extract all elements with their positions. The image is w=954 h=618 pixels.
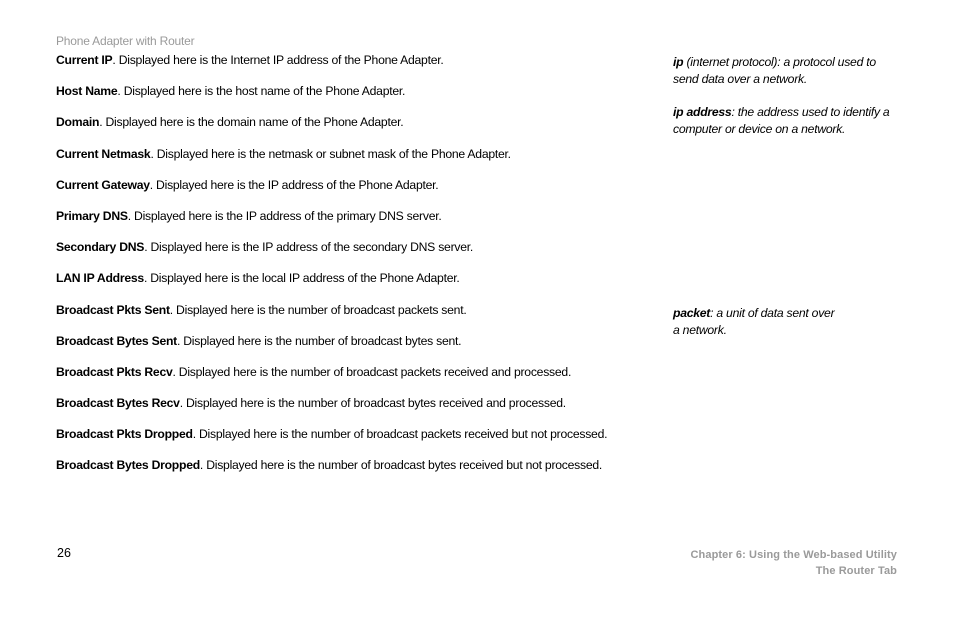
- glossary-packet: [673, 305, 913, 339]
- entry-term: Broadcast Pkts Dropped: [56, 427, 193, 442]
- glossary-definition: send data over a network.: [673, 72, 807, 86]
- entry-text: . Displayed here is the number of broadcast packets sent.: [169, 302, 467, 317]
- entry-text: . Displayed here is the local IP address of the Phone Adapter.: [143, 271, 460, 286]
- entry-term: Current Netmask: [56, 146, 151, 161]
- entry-primary-dns: [56, 208, 656, 239]
- footer-chapter-info: [690, 547, 897, 579]
- entry-host-name: [56, 83, 656, 114]
- entry-broadcast-bytes-recv: [56, 395, 656, 426]
- glossary-term: packet: [673, 306, 711, 320]
- entry-broadcast-pkts-sent: [56, 302, 656, 333]
- glossary-definition: (internet protocol): a protocol used to: [683, 55, 876, 69]
- entry-term: Broadcast Bytes Dropped: [56, 458, 200, 473]
- entry-term: Current IP: [56, 53, 113, 67]
- entry-term: Broadcast Pkts Sent: [56, 302, 170, 317]
- entry-term: Domain: [56, 115, 100, 130]
- entry-current-gateway: [56, 177, 656, 208]
- entry-broadcast-bytes-sent: [56, 333, 656, 364]
- entry-text: . Displayed here is the IP address of the secondary DNS server.: [144, 240, 474, 255]
- footer-chapter: Chapter 6: Using the Web-based Utility: [690, 549, 897, 561]
- running-header: Phone Adapter with Router: [56, 34, 195, 48]
- glossary-definition: computer or device on a network.: [673, 122, 846, 136]
- glossary-term: ip: [673, 55, 684, 69]
- glossary-ip: [673, 54, 913, 88]
- entry-text: . Displayed here is the number of broadcast bytes received but not processed.: [199, 458, 603, 473]
- entry-current-netmask: [56, 146, 656, 177]
- entry-text: . Displayed here is the IP address of the primary DNS server.: [127, 208, 442, 223]
- entry-text: . Displayed here is the netmask or subnet mask of the Phone Adapter.: [150, 146, 511, 161]
- glossary-term: ip address: [673, 105, 732, 119]
- entry-text: . Displayed here is the IP address of the Phone Adapter.: [149, 177, 439, 192]
- entry-term: Current Gateway: [56, 177, 150, 192]
- entry-text: . Displayed here is the number of broadcast bytes received and processed.: [179, 396, 566, 411]
- entry-term: Broadcast Bytes Recv: [56, 396, 180, 411]
- entry-broadcast-pkts-dropped: [56, 426, 656, 457]
- page-number: 26: [57, 546, 71, 560]
- glossary-definition: a network.: [673, 323, 727, 337]
- entry-text: . Displayed here is the host name of the Phone Adapter.: [117, 84, 406, 99]
- entry-term: Secondary DNS: [56, 240, 145, 255]
- entry-term: Host Name: [56, 84, 118, 99]
- glossary-definition: : a unit of data sent over: [710, 306, 835, 320]
- entry-domain: [56, 114, 656, 145]
- entry-term: Broadcast Bytes Sent: [56, 333, 177, 348]
- entry-text: . Displayed here is the domain name of the Phone Adapter.: [99, 115, 404, 130]
- entry-lan-ip-address: [56, 270, 656, 301]
- entry-broadcast-pkts-recv: [56, 364, 656, 395]
- entry-current-ip: [56, 52, 656, 83]
- glossary-definition: : the address used to identify a: [731, 105, 890, 119]
- entry-secondary-dns: [56, 239, 656, 270]
- entry-broadcast-bytes-dropped: [56, 457, 656, 488]
- field-descriptions: [56, 52, 656, 489]
- entry-text: . Displayed here is the number of broadcast packets received and processed.: [172, 364, 572, 379]
- entry-text: . Displayed here is the number of broadcast bytes sent.: [176, 333, 462, 348]
- entry-term: Broadcast Pkts Recv: [56, 364, 173, 379]
- footer-section: The Router Tab: [815, 565, 897, 577]
- entry-term: Primary DNS: [56, 208, 128, 223]
- entry-term: LAN IP Address: [56, 271, 144, 286]
- glossary-ip-address: [673, 104, 913, 138]
- entry-text: . Displayed here is the number of broadcast packets received but not processed.: [192, 427, 608, 442]
- entry-text: . Displayed here is the Internet IP address of the Phone Adapter.: [112, 53, 444, 67]
